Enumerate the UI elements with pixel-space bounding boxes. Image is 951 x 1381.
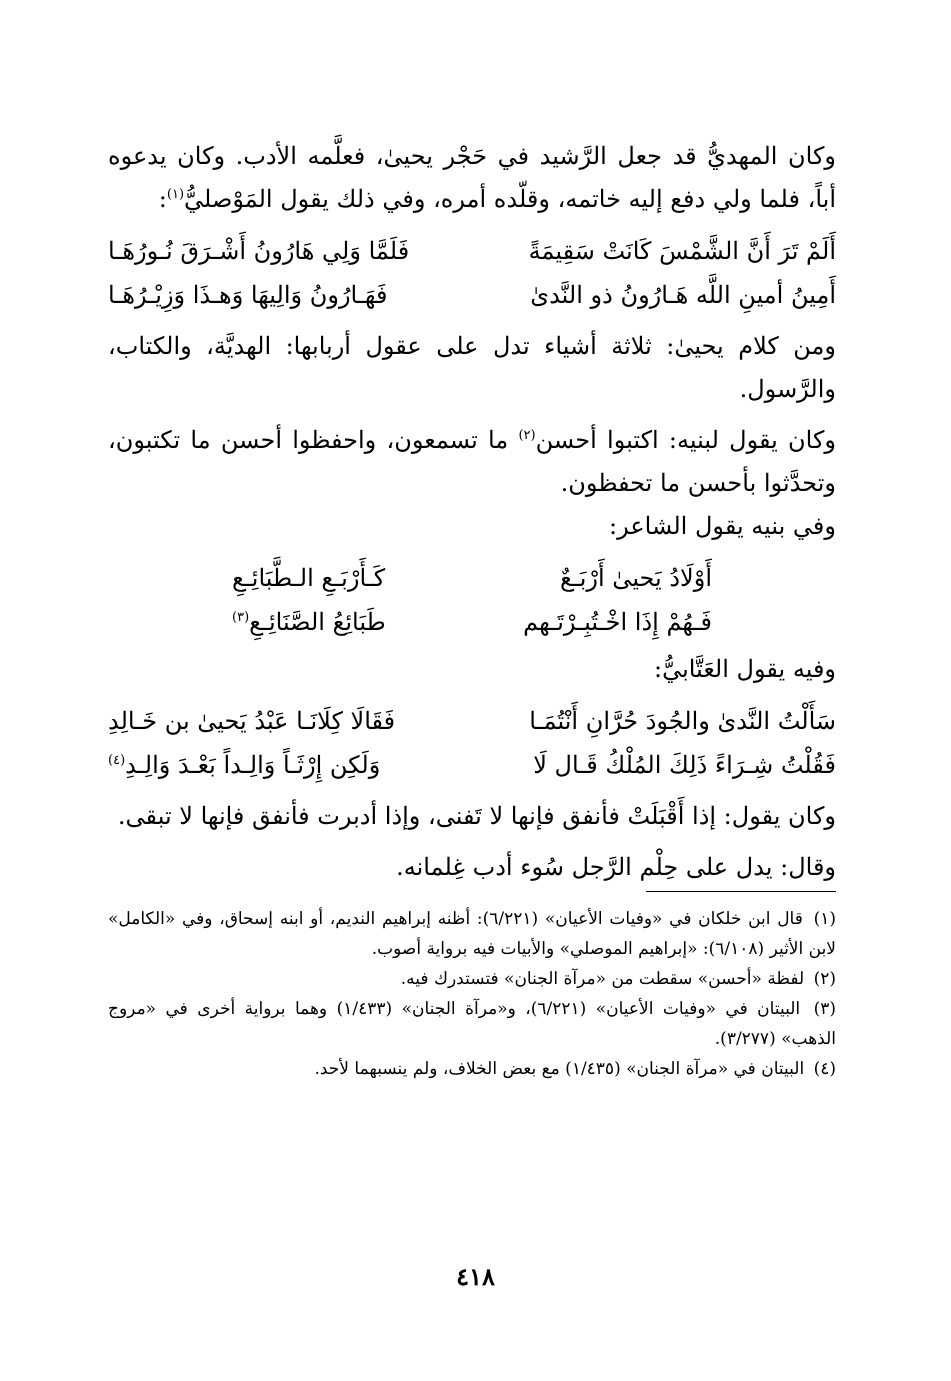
verse-hemistich-second: كَـأَرْبَـعِ الـطَّبَائِـعِ	[232, 564, 386, 592]
paragraph-three-things: ومن كلام يحيىٰ: ثلاثة أشياء تدل على عقول أربابها: الهديَّة، والكتاب، والرَّسول.	[108, 332, 836, 403]
verse-hemistich-first: فَقُلْتُ شِـرَاءً ذَلِكَ المُلْكُ قَـال لَا	[533, 751, 836, 779]
verse-line	[108, 699, 836, 743]
footnote-ref-3[interactable]: (٣)	[232, 610, 250, 625]
footnote-text: لفظة «أحسن» سقطت من «مرآة الجنان» فتستدرك فيه.	[400, 969, 805, 989]
verse-block-four-sons	[232, 556, 712, 644]
verse-hemistich-second: فَلَمَّا وَلِي هَارُونُ أَشْـرَقَ نُـورُهَـا	[108, 237, 410, 265]
verse-hemistich-first: أَمِينُ أمينِ اللَّه هَـارُونُ ذو النَّدىٰ	[530, 281, 836, 309]
footnote-number: (١)	[813, 909, 837, 929]
verse-hemistich-second-text: وَلَكِن إِرْثَـاً وَالِـداً بَعْـدَ وَالِـدِ	[125, 751, 381, 779]
verse-line	[108, 273, 836, 317]
verse-hemistich-second-text: طَبَائِعُ الصَّنَائِـعِ	[249, 608, 386, 636]
paragraph-poet-intro: وفي بنيه يقول الشاعر:	[609, 512, 836, 540]
footnote-3	[108, 994, 836, 1054]
footnote-ref-2[interactable]: (٢)	[518, 428, 536, 443]
verse-hemistich-first: أَوْلَادُ يَحيىٰ أَرْبَـعٌ	[559, 564, 712, 592]
verse-hemistich-first: أَلَمْ تَرَ أَنَّ الشَّمْسَ كَانَتْ سَقِيمَةً	[528, 237, 836, 265]
verse-line	[108, 743, 836, 787]
paragraph-spending: وكان يقول: إذا أَقْبَلَتْ فأنفق فإنها لا تَفنى، وإذا أدبرت فأنفق فإنها لا تبقى.	[117, 802, 836, 830]
verse-block-attabi	[108, 699, 836, 787]
verse-block-mawsili	[108, 229, 836, 317]
verse-hemistich-first: سَأَلْتُ النَّدىٰ والجُودَ حُرَّانِ أَنْتُمَـا	[529, 707, 836, 735]
page-content	[108, 135, 836, 1084]
paragraph-intro-colon: :	[158, 185, 167, 213]
paragraph-sons-advice-text-a: وكان يقول لبنيه: اكتبوا أحسن	[535, 426, 837, 454]
footnote-text: البيتان في «مرآة الجنان» (١/٤٣٥) مع بعض الخلاف، ولم ينسبهما لأحد.	[314, 1059, 805, 1079]
footnote-ref-1[interactable]: (١)	[166, 187, 185, 202]
paragraph-sons-advice-text-b: ما تسمعون، واحفظوا أحسن ما تكتبون، وتحدَّثوا بأحسن ما تحفظون.	[108, 426, 836, 497]
footnote-number: (٤)	[813, 1059, 836, 1079]
footnote-number: (٢)	[813, 969, 836, 989]
footnote-4	[108, 1054, 836, 1084]
verse-hemistich-first: فَـهُمْ إِذَا اخْـتُبِـرْتَـهم	[523, 608, 712, 636]
footnote-2	[108, 964, 836, 994]
paragraph-intro	[108, 135, 836, 221]
verse-line	[232, 600, 712, 644]
paragraph-sons-advice	[108, 419, 836, 505]
paragraph-intro-text: وكان المهديُّ قد جعل الرَّشيد في حَجْر يحيىٰ، فعلَّمه الأدب. وكان يدعوه أباً، فلما ولي دفع إليه خاتمه، وقلّده أمره، وفي ذلك يقول المَوْصليُّ	[108, 142, 836, 213]
verse-hemistich-second	[108, 743, 457, 787]
paragraph-servants: وقال: يدل على حِلْم الرَّجل سُوء أدب غِلمانه.	[396, 853, 836, 881]
paragraph-attabi-intro: وفيه يقول العَتَّابيُّ:	[654, 655, 836, 683]
verse-line	[232, 556, 712, 600]
footnote-divider-wrap	[108, 891, 836, 892]
footnote-text: قال ابن خلكان في «وفيات الأعيان» (٦/٢٢١): أظنه إبراهيم النديم، أو ابنه إسحاق، وفي «الكامل» لابن الأثير (٦/١٠٨): «إبراهيم الموصلي» والأبيات فيه برواية أصوب.	[108, 909, 836, 959]
verse-hemistich-second	[232, 600, 386, 644]
footnote-number: (٣)	[813, 999, 836, 1019]
footnotes	[108, 904, 836, 1084]
footnote-text: البيتان في «وفيات الأعيان» (٦/٢٢١)، و«مرآة الجنان» (١/٤٣٣) وهما برواية أخرى في «مروج الذهب» (٣/٢٧٧).	[108, 999, 836, 1049]
footnote-1	[108, 904, 836, 964]
footnote-divider	[646, 891, 836, 892]
verse-hemistich-second: فَقَالَا كِلَانَـا عَبْدُ يَحيىٰ بن خَـالِدِ	[108, 707, 396, 735]
verse-line	[108, 229, 836, 273]
page-number: ٤١٨	[456, 1262, 495, 1291]
verse-hemistich-second: فَهَـارُونُ وَالِيهَا وَهـذَا وَزِيْـرُهَـا	[108, 281, 388, 309]
footnote-ref-4[interactable]: (٤)	[108, 753, 126, 768]
